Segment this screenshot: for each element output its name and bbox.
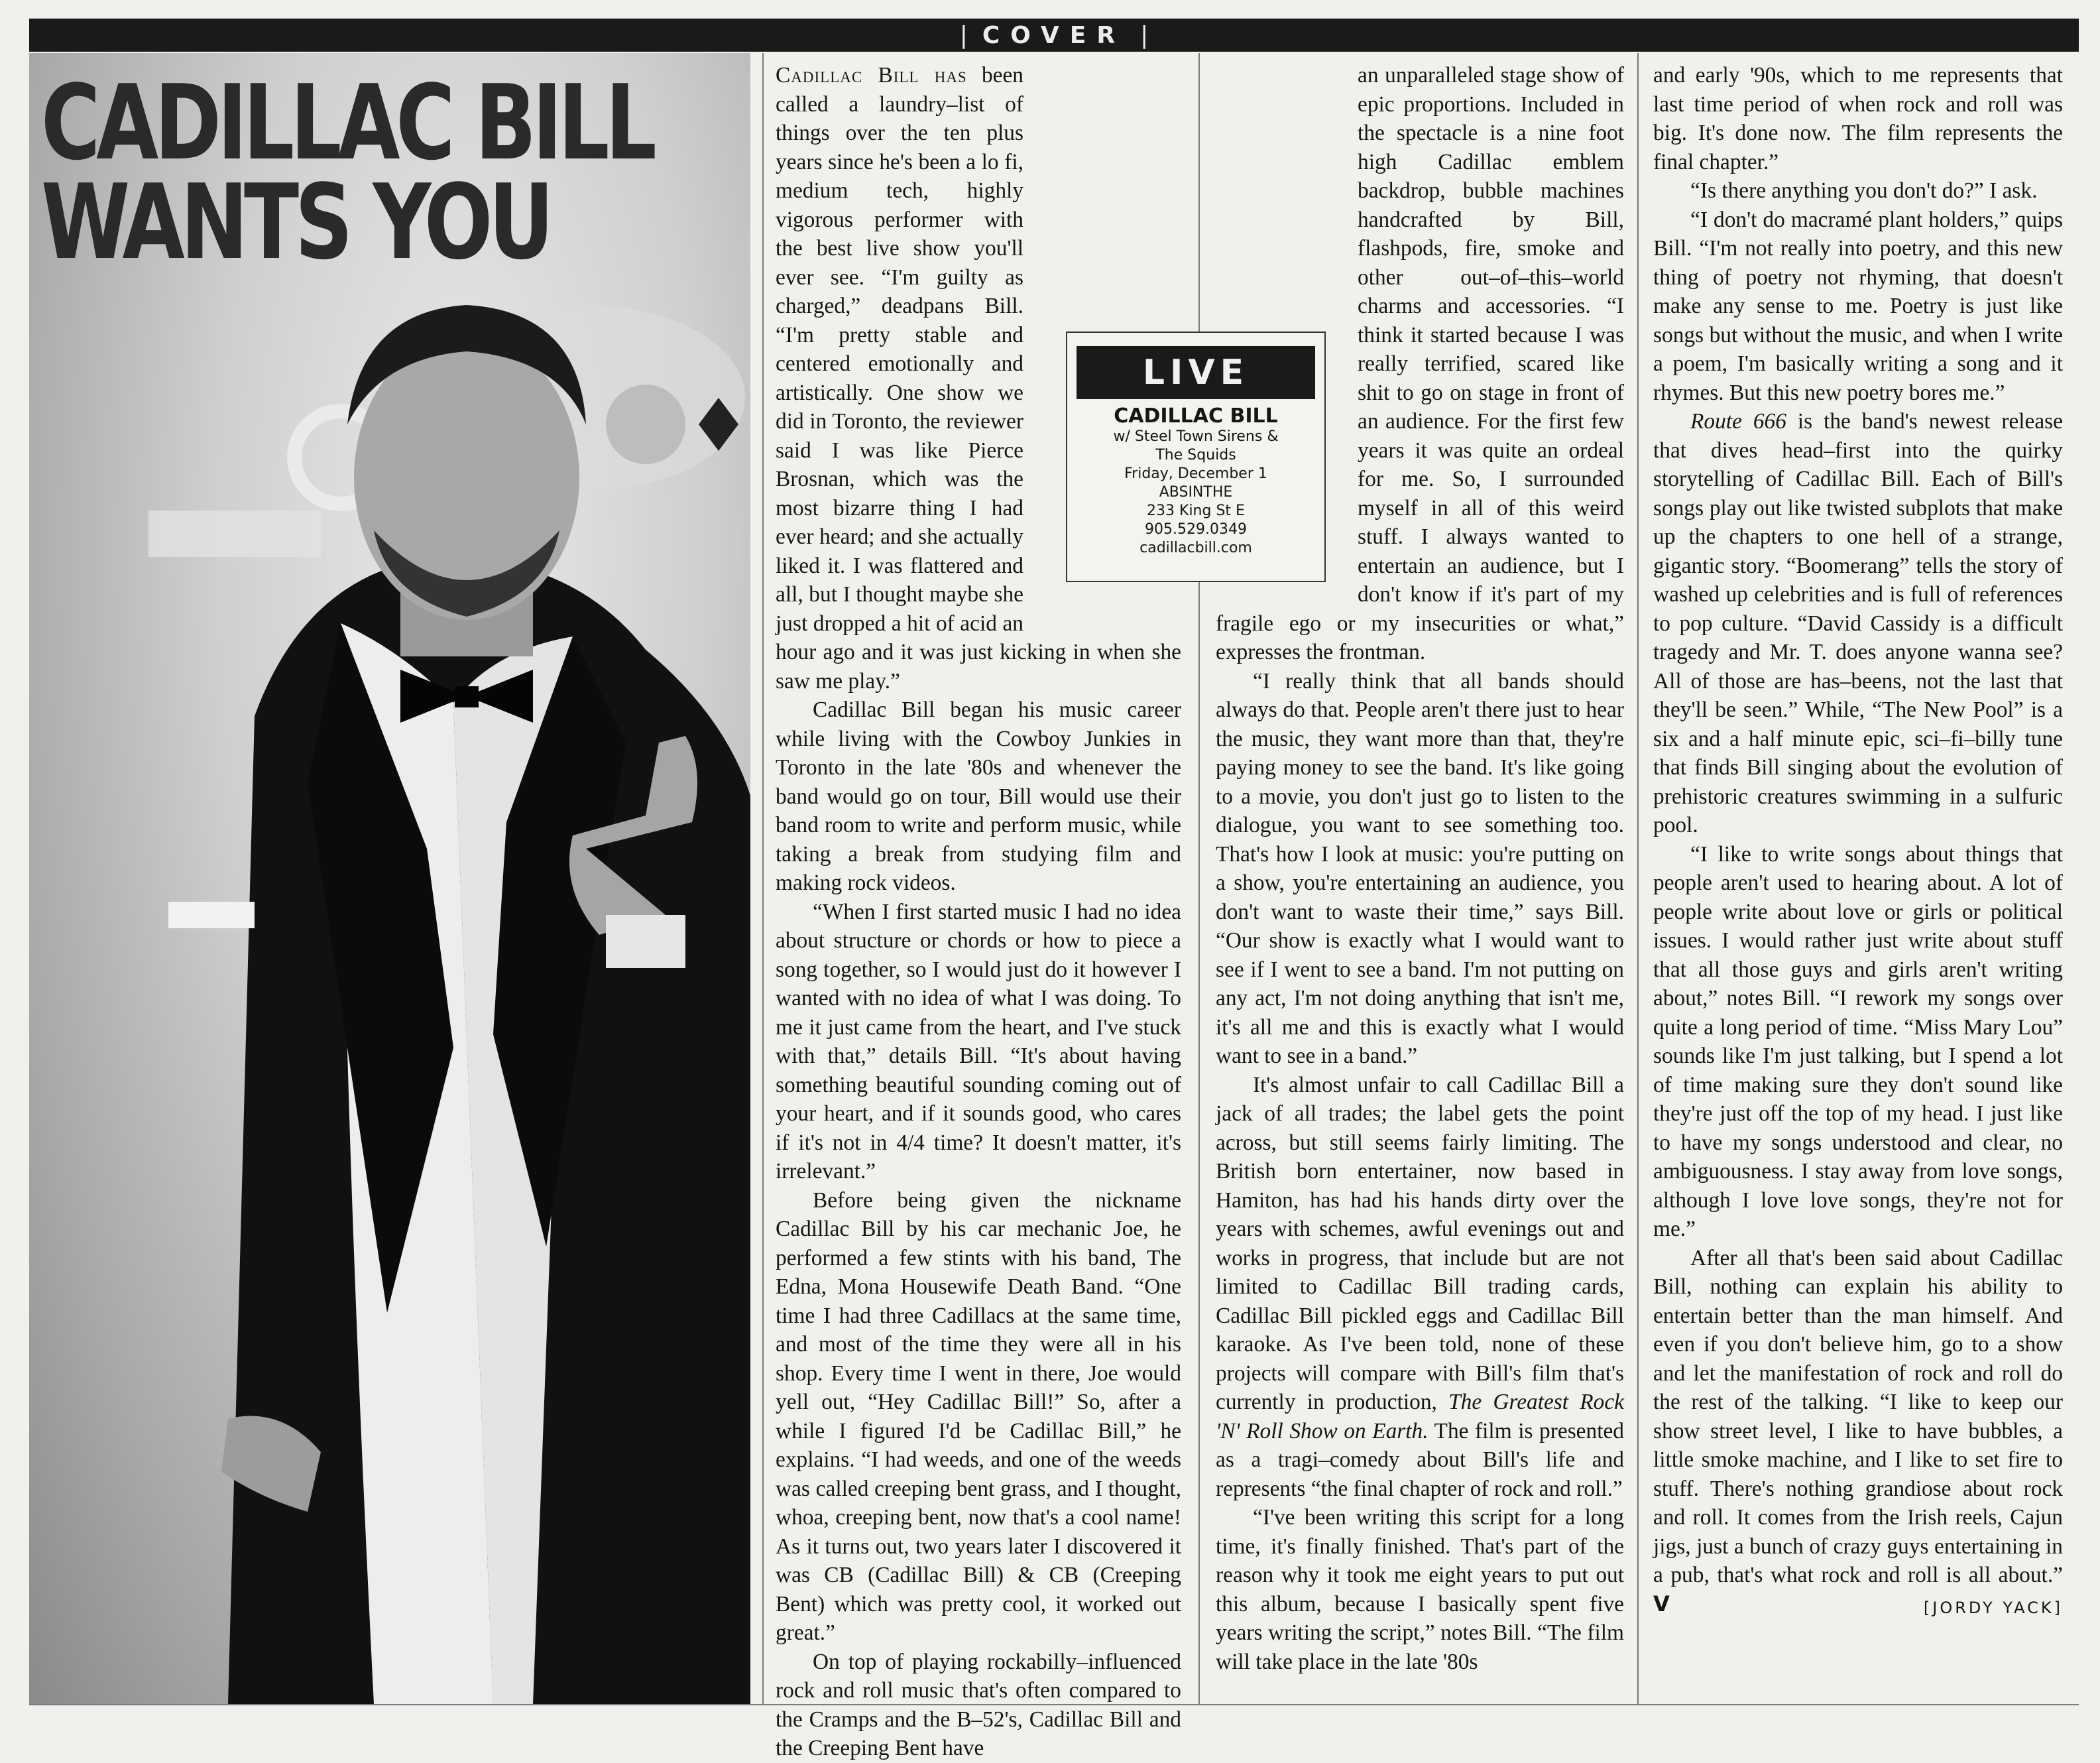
article-paragraph: Cadillac Bill began his music career while living with the Cowboy Junkies in Toronto in the late '80s and whenever the band would go on tour, Bill would use their band room to write and perform music, while taking a break from studying film and making rock videos. — [776, 698, 1181, 895]
section-name: COVER — [982, 21, 1126, 49]
live-website: cadillacbill.com — [1139, 540, 1252, 556]
end-mark: V — [1653, 1591, 1670, 1616]
article-paragraph: “I've been writing this script for a long time, it's finally finished. That's part of the reason why it took me eight years to put out this album, because I basically spent five years writing the script,” notes Bill. “The film will take place in the late '80s — [1216, 1505, 1624, 1674]
section-label: | COVER | — [959, 21, 1149, 49]
article-paragraph: and early '90s, which to me represents that last time period of when rock and roll was big. It's done now. The film represents the final chapter.” — [1653, 63, 2063, 174]
film-title: The Greatest Rock 'N' Roll Show on Earth. — [1216, 1390, 1624, 1443]
column-divider — [1637, 53, 1639, 1704]
article-paragraph: “I don't do macramé plant holders,” quips Bill. “I'm not really into poetry, and this new thing of poetry not rhyming, that doesn't make any sense to me. Poetry is just like songs but without the music, and when I write a poem, I'm basically writing a song and it rhymes. But this new poetry bores me.” — [1653, 207, 2063, 405]
byline: [JORDY YACK] — [1923, 1598, 2063, 1617]
article-headline — [41, 62, 653, 282]
live-support-acts-2: The Squids — [1155, 447, 1236, 463]
live-venue: ABSINTHE — [1159, 484, 1233, 501]
live-phone: 905.529.0349 — [1145, 521, 1247, 538]
cover-photo — [29, 53, 750, 1704]
album-title: Route 666 — [1690, 409, 1786, 434]
article-paragraph: Route 666 is the band's newest release that dives head–first into the quirky storytelling of Cadillac Bill. Each of Bill's songs play out like twisted subplots that make up the chapters to one hell of a strange, gigantic story. “Boomerang” tells the story of washed up celebrities and is full of references to pop culture. “David Cassidy is a difficult tragedy and Mr. T. does anyone wanna see? All of those are has–beens, not the last that they'll be seen.” While, “The New Pool” is a six and a half minute epic, sci–fi–billy tune that finds Bill singing about the evolution of prehistoric creatures swimming in a sulfuric pool. — [1653, 409, 2063, 837]
photo-illustration — [29, 53, 750, 1704]
live-artist: CADILLAC BILL — [1114, 404, 1278, 428]
article-paragraph: an unparalleled stage show of epic proportions. Included in the spectacle is a nine foot high Cadillac emblem backdrop, bubble machines handcrafted by Bill, flashpods, fire, smoke and other out–of–this–world charms and accessories. “I think it started because I was really terrified, scared like shit to go on stage in front of an audience. For the first few years it was quite an ordeal for me. So, I surrounded myself in all of this weird stuff. I always wanted to entertain an audience, but I don't know if it's part of my fragile ego or my insecurities or what,” expresses the frontman. — [1216, 63, 1624, 664]
live-address: 233 King St E — [1147, 503, 1245, 519]
headline-line-1: CADILLAC BILL — [41, 62, 653, 183]
article-column-3 — [1653, 61, 2063, 1694]
article-paragraph: On top of playing rockabilly–influenced rock and roll music that's often compared to the Cramps and the B–52's, Cadillac Bill and the Creeping Bent have — [776, 1649, 1181, 1760]
article-paragraph: “I really think that all bands should always do that. People aren't there just to hear the music, they want more than that, they're paying money to see the band. It's like going to a movie, you don't just go to listen to the dialogue, you want to see something too. That's how I look at music: you're putting on a show, you're entertaining an audience, you don't want to waste their time,” says Bill. “Our show is exactly what I would want to see if I went to see a band. I'm not putting on any act, I'm not doing anything that isn't me, it's all me and this is exactly what I would want to see in a band.” — [1216, 668, 1624, 1068]
article-paragraph: Before being given the nickname Cadillac Bill by his car mechanic Joe, he performed a few stints with his band, The Edna, Mona Housewife Death Band. “One time I had three Cadillacs at the same time, and most of the time they were all in his shop. Every time I went in there, Joe would yell out, “Hey Cadillac Bill!” So, after a while I figured I'd be Cadillac Bill,” he explains. “I had weeds, and one of the weeds was called creeping bent grass, and I thought, whoa, creeping bent, now that's a cool name! As it turns out, two years later I discovered it was CB (Cadillac Bill) & CB (Creeping Bent) which was pretty cool, it worked out great.” — [776, 1187, 1181, 1645]
article-column-1 — [776, 61, 1181, 1760]
article-paragraph: It's almost unfair to call Cadillac Bill a jack of all trades; the label gets the point across, but still seems fairly limiting. The British born entertainer, now based in Hamiton, has had his hands dirty over the years with schemes, awful evenings out and works in progress, that include but are not limited to Cadillac Bill trading cards, Cadillac Bill pickled eggs and Cadillac Bill karaoke. As I've been told, none of these projects will compare with Bill's film that's currently in production, The Greatest Rock 'N' Roll Show on Earth. The film is presented as a tragi–comedy about Bill's life and represents “the final chapter of rock and roll.” — [1216, 1072, 1624, 1501]
headline-line-2: WANTS YOU — [41, 162, 550, 282]
article-paragraph: Cadillac Bill has been called a laundry–list of things over the ten plus years since he's been a lo fi, medium tech, highly vigorous performer with the best live show you'll ever see. “I'm guilty as charged,” deadpans Bill. “I'm pretty stable and centered emotionally and artistically. One show we did in Toronto, the reviewer said I was like Pierce Brosnan, which was the most bizarre thing I had ever heard; and she actually liked it. I was flattered and all, but I thought maybe she just dropped a hit of acid an hour ago and it was just kicking in when she saw me play.” — [776, 63, 1181, 694]
article-paragraph: “I like to write songs about things that people aren't used to hearing about. A lot of people write about love or girls or political issues. I would rather just write about stuff that all those guys and girls aren't writing about,” notes Bill. “I rework my songs over quite a long period of time. “Miss Mary Lou” sounds like I'm just talking, but I spend a lot of time making sure they don't sound like they're just off the top of my head. I just like to have my songs understood and clear, no ambiguousness. I stay away from love songs, although I love love songs, they're not for me.” — [1653, 841, 2063, 1241]
article-paragraph: After all that's been said about Cadillac Bill, nothing can explain his ability to entertain better than the man himself. And even if you don't believe him, go to a show and let the manifestation of rock and roll do the rest of the talking. “I like to keep our show street level, I like to have bubbles, a little smoke machine, and I like to set fire to stuff. There's nothing grandiose about rock and roll. It comes from the Irish reels, Cajun jigs, just a bunch of crazy guys entertaining in a pub, that's what rock and roll is all about.” V [JORDY YACK] — [1653, 1244, 2063, 1619]
live-event-box — [1066, 332, 1326, 582]
article-column-2 — [1216, 61, 1624, 1694]
live-banner: LIVE — [1077, 346, 1315, 399]
section-header-bar — [29, 19, 2079, 52]
lead-in: Cadillac Bill has — [776, 63, 967, 88]
live-support-acts: w/ Steel Town Sirens & — [1113, 428, 1279, 445]
column-divider — [762, 53, 764, 1704]
column-divider — [1198, 53, 1200, 1704]
article-paragraph: “When I first started music I had no idea about structure or chords or how to piece a song together, so I would just do it however I wanted with no idea of what I was doing. To me it just came from the heart, and I've stuck with that,” details Bill. “It's about having something beautiful sounding coming out of your heart, and if it sounds good, who cares if it's not in 4/4 time? It doesn't matter, it's irrelevant.” — [776, 899, 1181, 1184]
article-paragraph: “Is there anything you don't do?” I ask. — [1690, 178, 2038, 203]
live-date: Friday, December 1 — [1124, 465, 1267, 482]
